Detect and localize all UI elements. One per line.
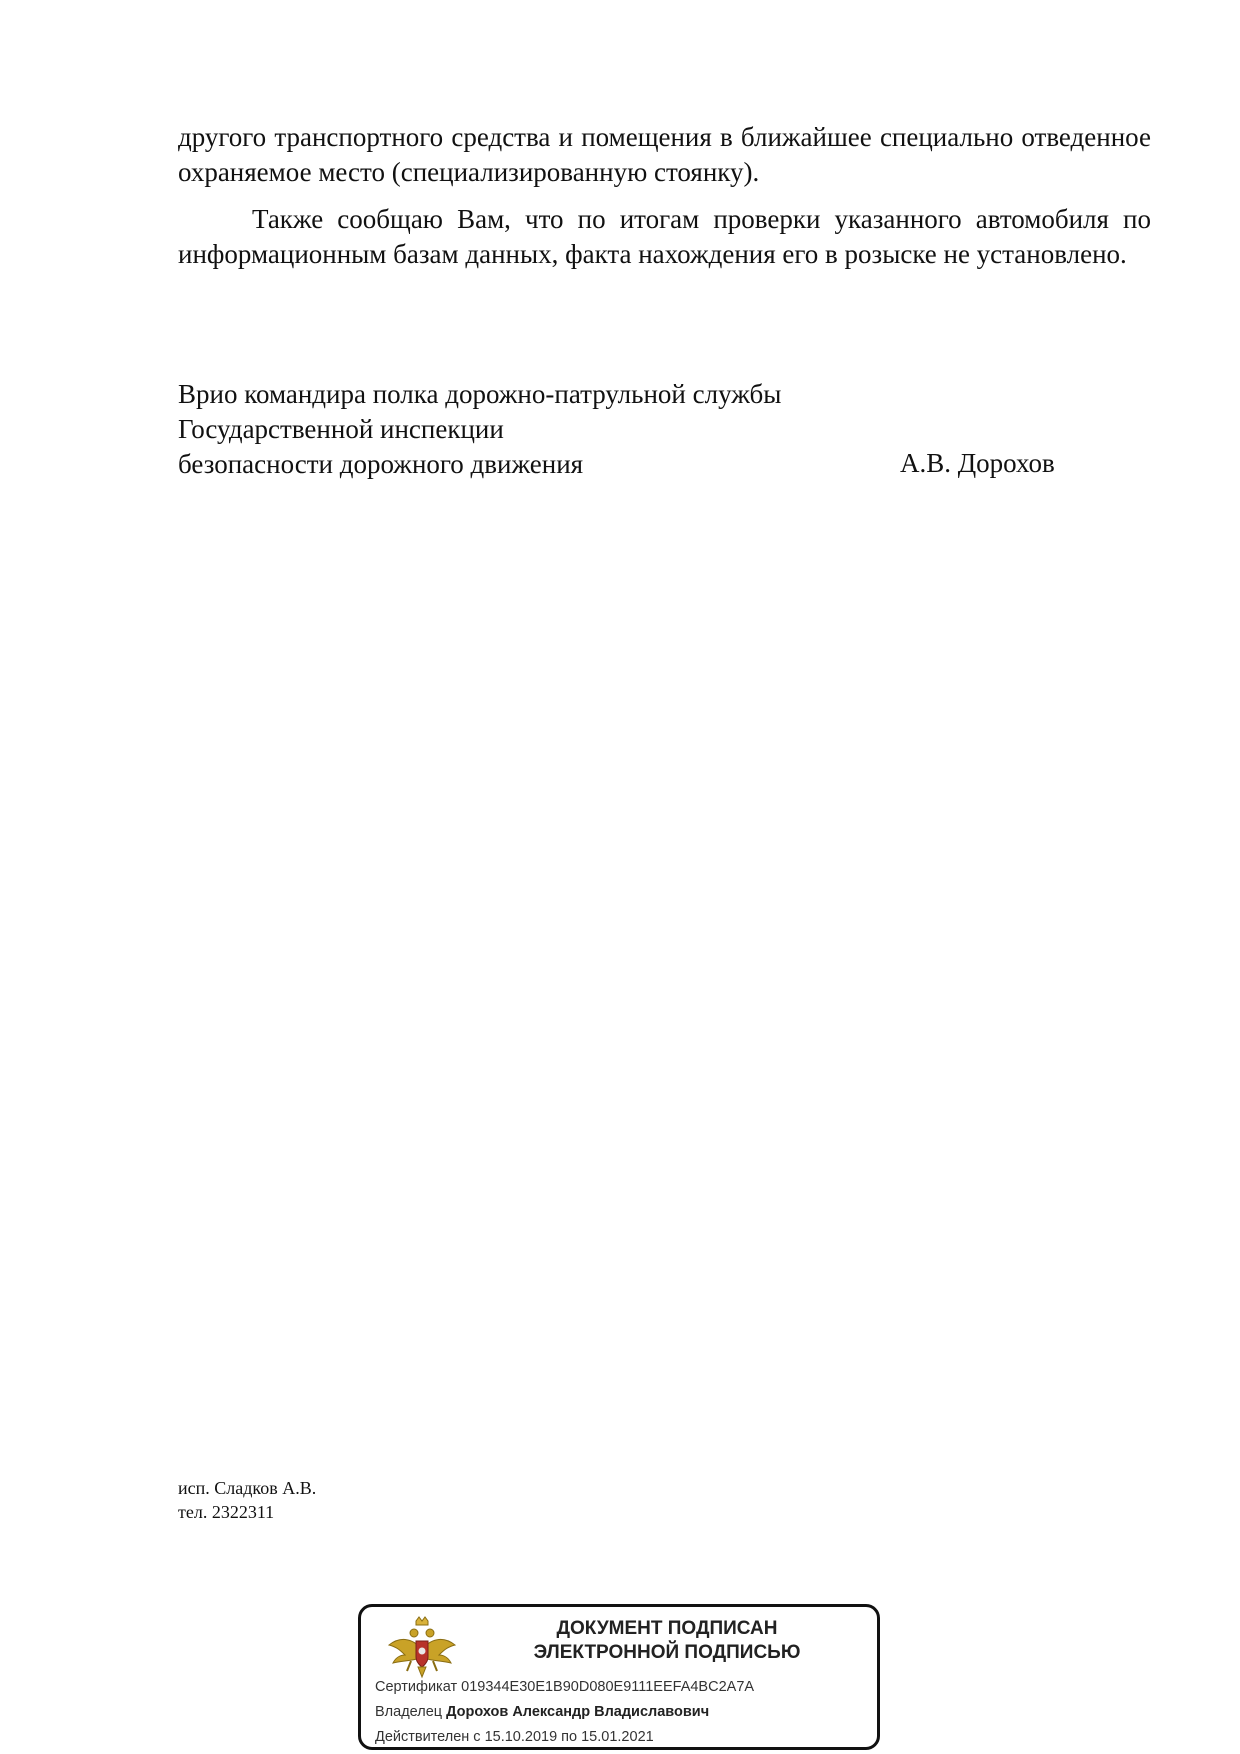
owner-value: Дорохов Александр Владиславович [446, 1704, 710, 1720]
paragraph-vehicle-storage: другого транспортного средства и помещения в ближайшее специально отведенное охраняемое место (специализированную стоянку). [178, 122, 1151, 187]
executor-name: исп. Сладков А.В. [178, 1478, 317, 1498]
signatory-name: А.В. Дорохов [900, 448, 1055, 478]
paragraph-search-result: Также сообщаю Вам, что по итогам проверки указанного автомобиля по информационным базам данных, факта нахождения его в розыске не установлено. [178, 204, 1151, 269]
stamp-owner-row [375, 1702, 709, 1722]
certificate-value: 019344E30E1B90D080E9111EEFA4BC2A7A [461, 1679, 755, 1695]
executor-phone: тел. 2322311 [178, 1502, 275, 1522]
double-headed-eagle-icon [387, 1615, 457, 1681]
position-line-1: Врио командира полка дорожно-патрульной службы [178, 379, 782, 409]
certificate-label: Сертификат [375, 1679, 462, 1695]
stamp-title-line-2: ЭЛЕКТРОННОЙ ПОДПИСЬЮ [533, 1642, 801, 1663]
position-line-3: безопасности дорожного движения [178, 449, 584, 479]
stamp-validity-row: Действителен с 15.10.2019 по 15.01.2021 [375, 1729, 654, 1745]
owner-label: Владелец [375, 1704, 447, 1720]
stamp-certificate-row [375, 1677, 754, 1697]
executor-info [178, 1476, 316, 1524]
stamp-title [457, 1617, 877, 1665]
electronic-signature-stamp [358, 1604, 880, 1750]
position-line-2: Государственной инспекции [178, 414, 504, 444]
stamp-title-line-1: ДОКУМЕНТ ПОДПИСАН [556, 1618, 778, 1639]
